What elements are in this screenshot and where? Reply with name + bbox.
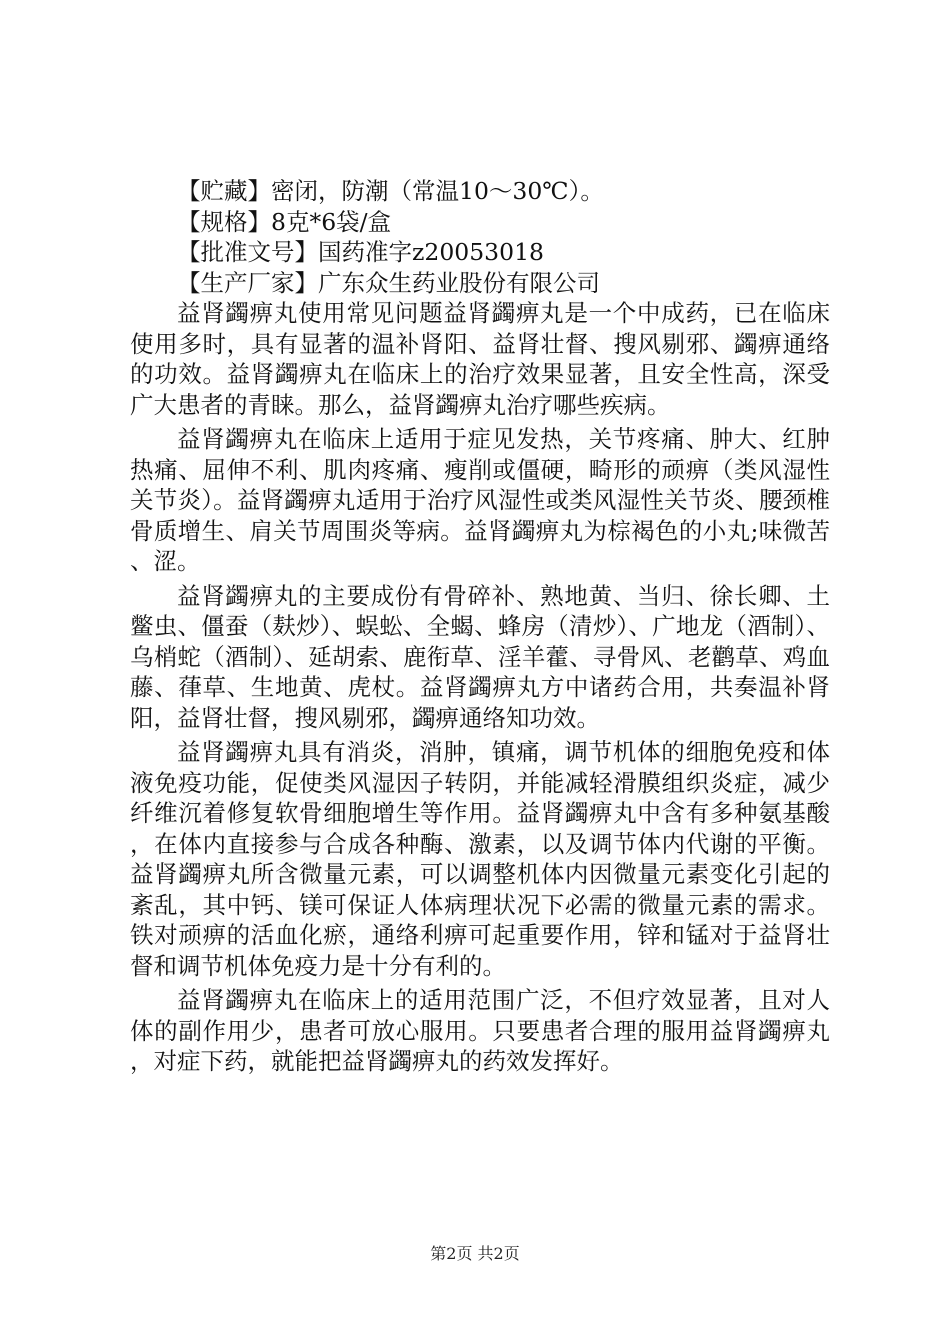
- page-footer: 第2页 共2页: [430, 1244, 520, 1263]
- approval-number-line: 【批准文号】国药准字z20053018: [177, 238, 544, 266]
- paragraph-conclusion: 益肾蠲痹丸在临床上的适用范围广泛，不但疗效显著，且对人体的副作用少，患者可放心服用。只要患者合理的服用益肾蠲痹丸，对症下药，就能把益肾蠲痹丸的药效发挥好。: [130, 986, 830, 1075]
- storage-line: 【贮藏】密闭，防潮（常温10～30℃）。: [177, 177, 604, 205]
- paragraph-intro: 益肾蠲痹丸使用常见问题益肾蠲痹丸是一个中成药，已在临床使用多时，具有显著的温补肾阳、益肾壮督、搜风剔邪、蠲痹通络的功效。益肾蠲痹丸在临床上的治疗效果显著，且安全性高，深受广大患者的青睐。那么，益肾蠲痹丸治疗哪些疾病。: [130, 299, 830, 419]
- paragraph-ingredients: 益肾蠲痹丸的主要成份有骨碎补、熟地黄、当归、徐长卿、土鳖虫、僵蚕（麸炒）、蜈蚣、全蝎、蜂房（清炒）、广地龙（酒制）、乌梢蛇（酒制）、延胡索、鹿衔草、淫羊藿、寻骨风、老鹳草、鸡血藤、葎草、生地黄、虎杖。益肾蠲痹丸方中诸药合用，共奏温补肾阳，益肾壮督，搜风剔邪，蠲痹通络知功效。: [130, 581, 830, 732]
- specification-line: 【规格】8克*6袋/盒: [177, 207, 392, 236]
- paragraph-effects: 益肾蠲痹丸具有消炎，消肿，镇痛，调节机体的细胞免疫和体液免疫功能，促使类风湿因子转阴，并能减轻滑膜组织炎症，减少纤维沉着修复软骨细胞增生等作用。益肾蠲痹丸中含有多种氨基酸，在体内直接参与合成各种酶、激素，以及调节体内代谢的平衡。益肾蠲痹丸所含微量元素，可以调整机体内因微量元素变化引起的紊乱，其中钙、镁可保证人体病理状况下必需的微量元素的需求。铁对顽痹的活血化瘀，通络利痹可起重要作用，锌和锰对于益肾壮督和调节机体免疫力是十分有利的。: [130, 738, 830, 980]
- manufacturer-line: 【生产厂家】广东众生药业股份有限公司: [177, 268, 600, 297]
- document-body: [130, 176, 830, 1077]
- paragraph-indications: 益肾蠲痹丸在临床上适用于症见发热，关节疼痛、肿大、红肿热痛、屈伸不利、肌肉疼痛、瘦削或僵硬，畸形的顽痹（类风湿性关节炎）。益肾蠲痹丸适用于治疗风湿性或类风湿性关节炎、腰颈椎骨质增生、肩关节周围炎等病。益肾蠲痹丸为棕褐色的小丸;味微苦、涩。: [130, 425, 830, 575]
